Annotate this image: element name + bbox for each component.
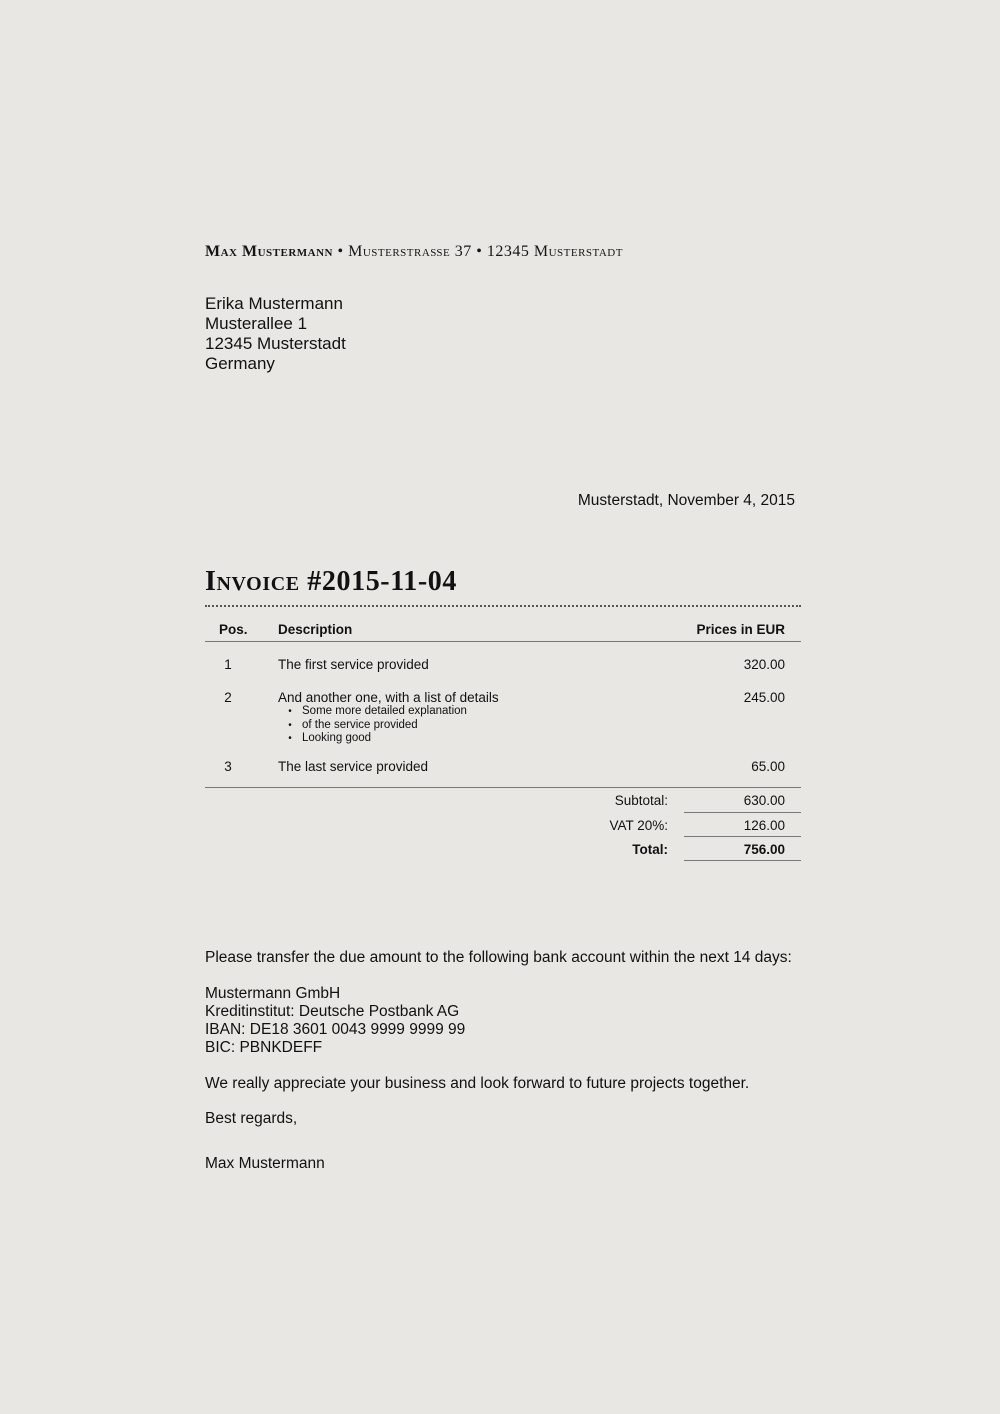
sender-city: 12345 Musterstadt xyxy=(486,243,623,260)
recipient-name: Erika Mustermann xyxy=(205,294,343,313)
row-description: The last service provided xyxy=(278,759,429,774)
recipient-country: Germany xyxy=(205,354,275,373)
sender-name: Max Mustermann xyxy=(205,243,333,260)
header-divider xyxy=(205,641,801,642)
sender-line xyxy=(205,243,623,261)
total-value: 756.00 xyxy=(743,842,785,857)
list-item: • Some more detailed explanation xyxy=(278,705,467,719)
vat-divider xyxy=(684,836,801,837)
recipient-city: 12345 Musterstadt xyxy=(205,334,346,353)
row-price: 320.00 xyxy=(743,657,785,672)
table-bottom-divider xyxy=(205,787,801,788)
header-price: Prices in EUR xyxy=(696,622,785,637)
row-pos: 2 xyxy=(224,690,232,705)
subtotal-label: Subtotal: xyxy=(614,793,668,808)
bank-institute: Kreditinstitut: Deutsche Postbank AG xyxy=(205,1003,460,1020)
bank-details xyxy=(205,985,465,1057)
recipient-street: Musterallee 1 xyxy=(205,314,308,333)
subtotal-value: 630.00 xyxy=(743,793,785,808)
vat-label: VAT 20%: xyxy=(609,818,668,833)
invoice-title: Invoice #2015-11-04 xyxy=(205,566,458,597)
list-item: • Looking good xyxy=(278,732,467,746)
bank-holder: Mustermann GmbH xyxy=(205,985,341,1002)
appreciation-text: We really appreciate your business and look forward to future projects together. xyxy=(205,1075,750,1092)
bank-iban: IBAN: DE18 3601 0043 9999 9999 99 xyxy=(205,1021,466,1038)
separator: • xyxy=(471,243,487,260)
row-price: 245.00 xyxy=(743,690,785,705)
signature: Max Mustermann xyxy=(205,1155,325,1172)
bullet-icon: • xyxy=(288,719,292,731)
row-description: And another one, with a list of details xyxy=(278,690,499,705)
regards-text: Best regards, xyxy=(205,1110,298,1127)
header-description: Description xyxy=(278,622,353,637)
separator: • xyxy=(332,243,349,260)
row-details-list xyxy=(278,705,467,746)
title-divider xyxy=(205,605,801,607)
invoice-date: Musterstadt, November 4, 2015 xyxy=(577,492,795,509)
total-label: Total: xyxy=(632,842,668,857)
bullet-icon: • xyxy=(288,706,292,717)
sender-street: Musterstraße 37 xyxy=(348,243,472,260)
subtotal-divider xyxy=(684,812,801,813)
payment-instruction: Please transfer the due amount to the following bank account within the next 14 days: xyxy=(205,949,792,966)
header-pos: Pos. xyxy=(219,622,248,637)
row-description: The first service provided xyxy=(278,657,429,672)
total-divider xyxy=(684,860,801,861)
bullet-icon: • xyxy=(288,733,292,744)
vat-value: 126.00 xyxy=(743,818,785,833)
row-pos: 3 xyxy=(224,759,232,774)
row-price: 65.00 xyxy=(751,759,785,774)
row-pos: 1 xyxy=(224,657,232,672)
list-item: • of the service provided xyxy=(278,719,467,733)
bank-bic: BIC: PBNKDEFF xyxy=(205,1039,323,1056)
recipient-address xyxy=(205,294,346,374)
